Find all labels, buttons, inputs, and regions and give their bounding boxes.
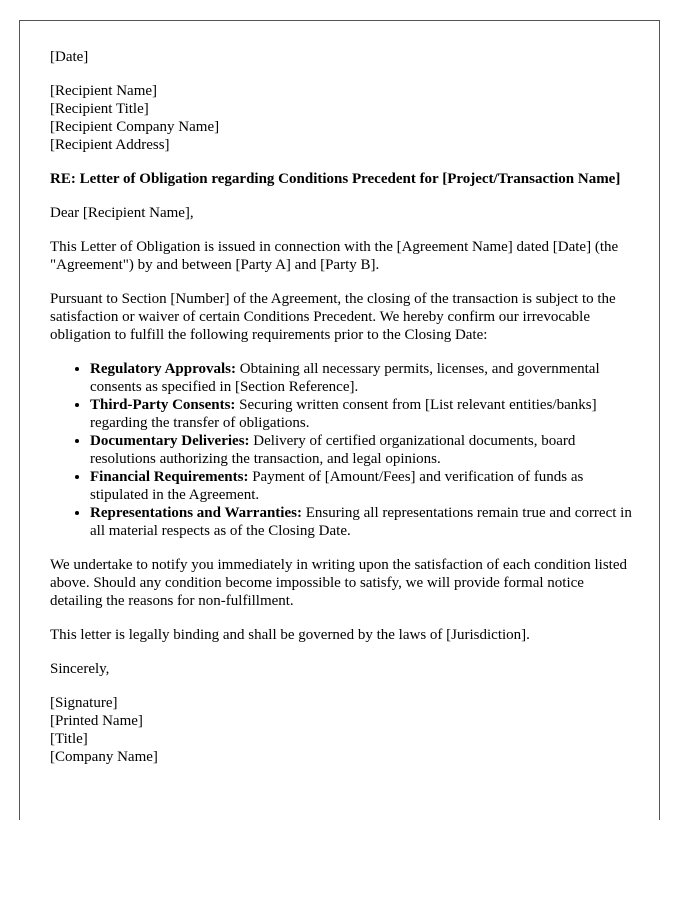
letter-content (50, 48, 640, 782)
condition-title: Representations and Warranties: (90, 505, 302, 521)
recipient-title: [Recipient Title] (50, 101, 149, 117)
paragraph-conditions-intro: Pursuant to Section [Number] of the Agreement, the closing of the transaction is subject to the satisfaction or waiver of certain Conditions Precedent. We hereby confirm our irrevocable obligation to fulfill the following requirements prior to the Closing Date: (50, 291, 616, 343)
condition-title: Financial Requirements: (90, 469, 249, 485)
conditions-list (50, 360, 640, 540)
condition-item (90, 396, 640, 432)
signer-title: [Title] (50, 731, 88, 747)
condition-title: Third-Party Consents: (90, 397, 236, 413)
condition-text: Obtaining all necessary permits, licenses, and governmental consents as specified in [Section Reference]. (90, 361, 600, 395)
signature-block (50, 694, 640, 766)
condition-title: Documentary Deliveries: (90, 433, 250, 449)
letter-page (19, 20, 660, 820)
paragraph-agreement: This Letter of Obligation is issued in connection with the [Agreement Name] dated [Date] (the "Agreement") by and between [Party A] and [Party B]. (50, 239, 619, 273)
signer-company: [Company Name] (50, 749, 158, 765)
condition-text: Payment of [Amount/Fees] and verification of funds as stipulated in the Agreement. (90, 469, 584, 503)
salutation: Dear [Recipient Name], (50, 205, 194, 221)
condition-text: Delivery of certified organizational documents, board resolutions authorizing the transaction, and legal opinions. (90, 433, 576, 467)
condition-title: Regulatory Approvals: (90, 361, 236, 377)
recipient-block (50, 82, 640, 154)
letter-date: [Date] (50, 49, 89, 65)
signature: [Signature] (50, 695, 118, 711)
printed-name: [Printed Name] (50, 713, 143, 729)
subject-line: RE: Letter of Obligation regarding Conditions Precedent for [Project/Transaction Name] (50, 171, 621, 187)
condition-item (90, 468, 640, 504)
recipient-company: [Recipient Company Name] (50, 119, 220, 135)
paragraph-notification: We undertake to notify you immediately in writing upon the satisfaction of each condition listed above. Should any condition become impossible to satisfy, we will provide formal notice detailing the reasons for non-fulfillment. (50, 557, 627, 609)
recipient-name: [Recipient Name] (50, 83, 158, 99)
condition-item (90, 360, 640, 396)
condition-text: Securing written consent from [List relevant entities/banks] regarding the transfer of obligations. (90, 397, 597, 431)
condition-text: Ensuring all representations remain true and correct in all material respects as of the Closing Date. (90, 505, 632, 539)
paragraph-governing-law: This letter is legally binding and shall be governed by the laws of [Jurisdiction]. (50, 627, 530, 643)
closing: Sincerely, (50, 661, 110, 677)
recipient-address: [Recipient Address] (50, 137, 170, 153)
condition-item (90, 504, 640, 540)
condition-item (90, 432, 640, 468)
